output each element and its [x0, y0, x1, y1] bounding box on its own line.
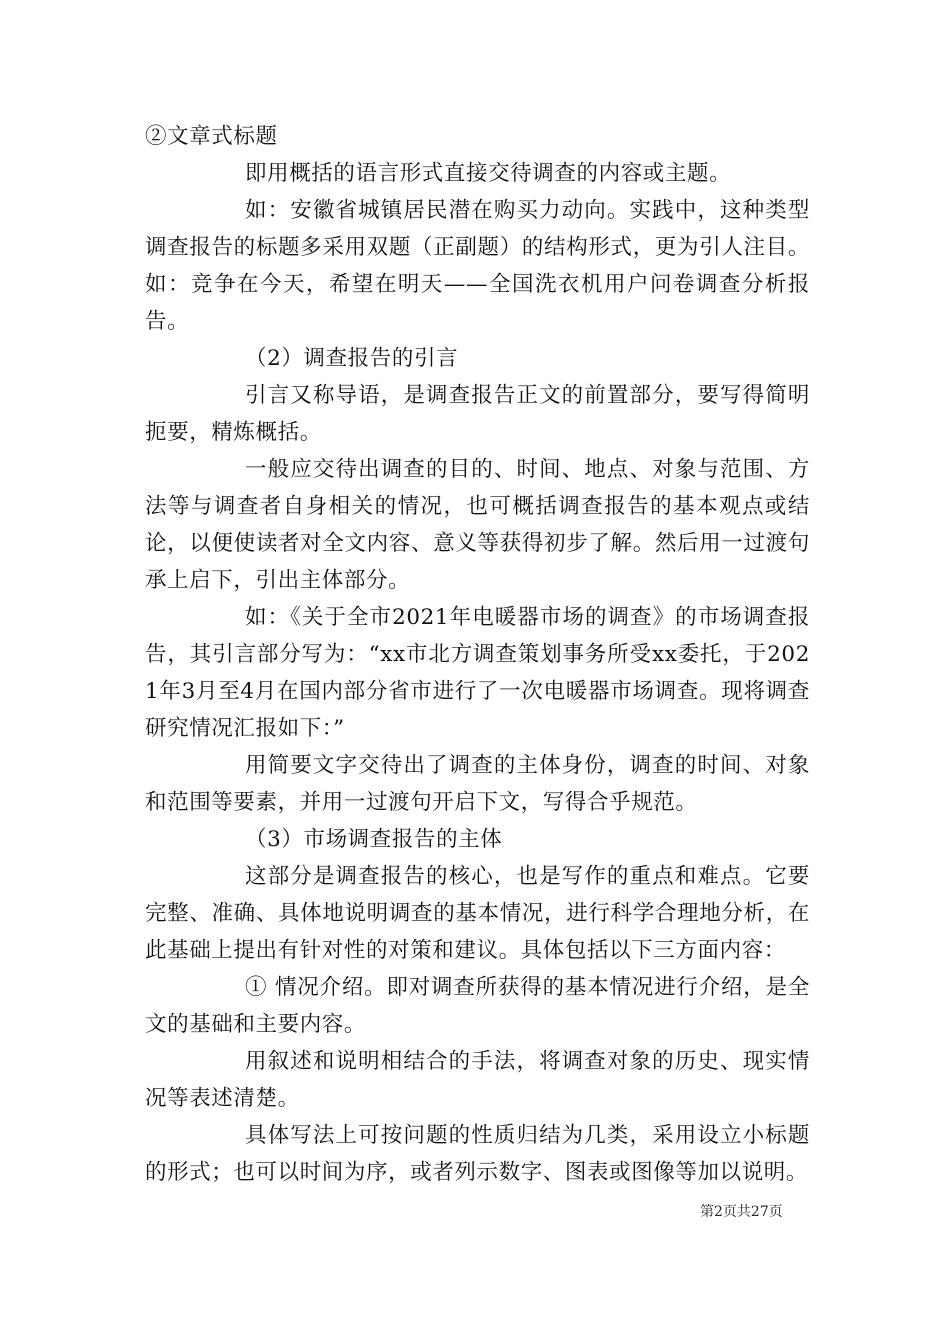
paragraph: 这部分是调查报告的核心，也是写作的重点和难点。它要完整、准确、具体地说明调查的基本情况，进行科学合理地分析，在此基础上提出有针对性的对策和建议。具体包括以下三方面内容： — [145, 864, 810, 963]
paragraph: 即用概括的语言形式直接交待调查的内容或主题。 — [245, 161, 732, 186]
paragraph: 用叙述和说明相结合的手法，将调查对象的历史、现实情况等表述清楚。 — [145, 1049, 810, 1111]
section-heading-main-body: （3）市场调查报告的主体 — [245, 827, 503, 852]
page-number-footer: 第2页共27页 — [700, 1204, 783, 1220]
heading-article-style-title: ②文章式标题 — [145, 124, 278, 149]
paragraph: 用简要文字交待出了调查的主体身份，调查的时间、对象和范围等要素，并用一过渡句开启下文，写得合乎规范。 — [145, 753, 810, 815]
paragraph: 具体写法上可按问题的性质归结为几类，采用设立小标题的形式；也可以时间为序，或者列示数字、图表或图像等加以说明。 — [145, 1123, 810, 1185]
document-body — [145, 118, 810, 1191]
paragraph: 如：安徽省城镇居民潜在购买力动向。实践中，这种类型调查报告的标题多采用双题（正副题）的结构形式，更为引人注目。如：竞争在今天，希望在明天——全国洗衣机用户问卷调查分析报告。 — [145, 198, 810, 334]
paragraph: ① 情况介绍。即对调查所获得的基本情况进行介绍，是全文的基础和主要内容。 — [145, 975, 810, 1037]
section-heading-introduction: （2）调查报告的引言 — [245, 346, 459, 371]
paragraph: 如：《关于全市2021年电暖器市场的调查》的市场调查报告，其引言部分写为：“xx市北方调查策划事务所受xx委托，于2021年3月至4月在国内部分省市进行了一次电暖器市场调查。现将调查研究情况汇报如下：” — [145, 605, 810, 741]
paragraph: 引言又称导语，是调查报告正文的前置部分，要写得简明扼要，精炼概括。 — [145, 383, 810, 445]
paragraph: 一般应交待出调查的目的、时间、地点、对象与范围、方法等与调查者自身相关的情况，也可概括调查报告的基本观点或结论，以便使读者对全文内容、意义等获得初步了解。然后用一过渡句承上启下，引出主体部分。 — [145, 457, 810, 593]
